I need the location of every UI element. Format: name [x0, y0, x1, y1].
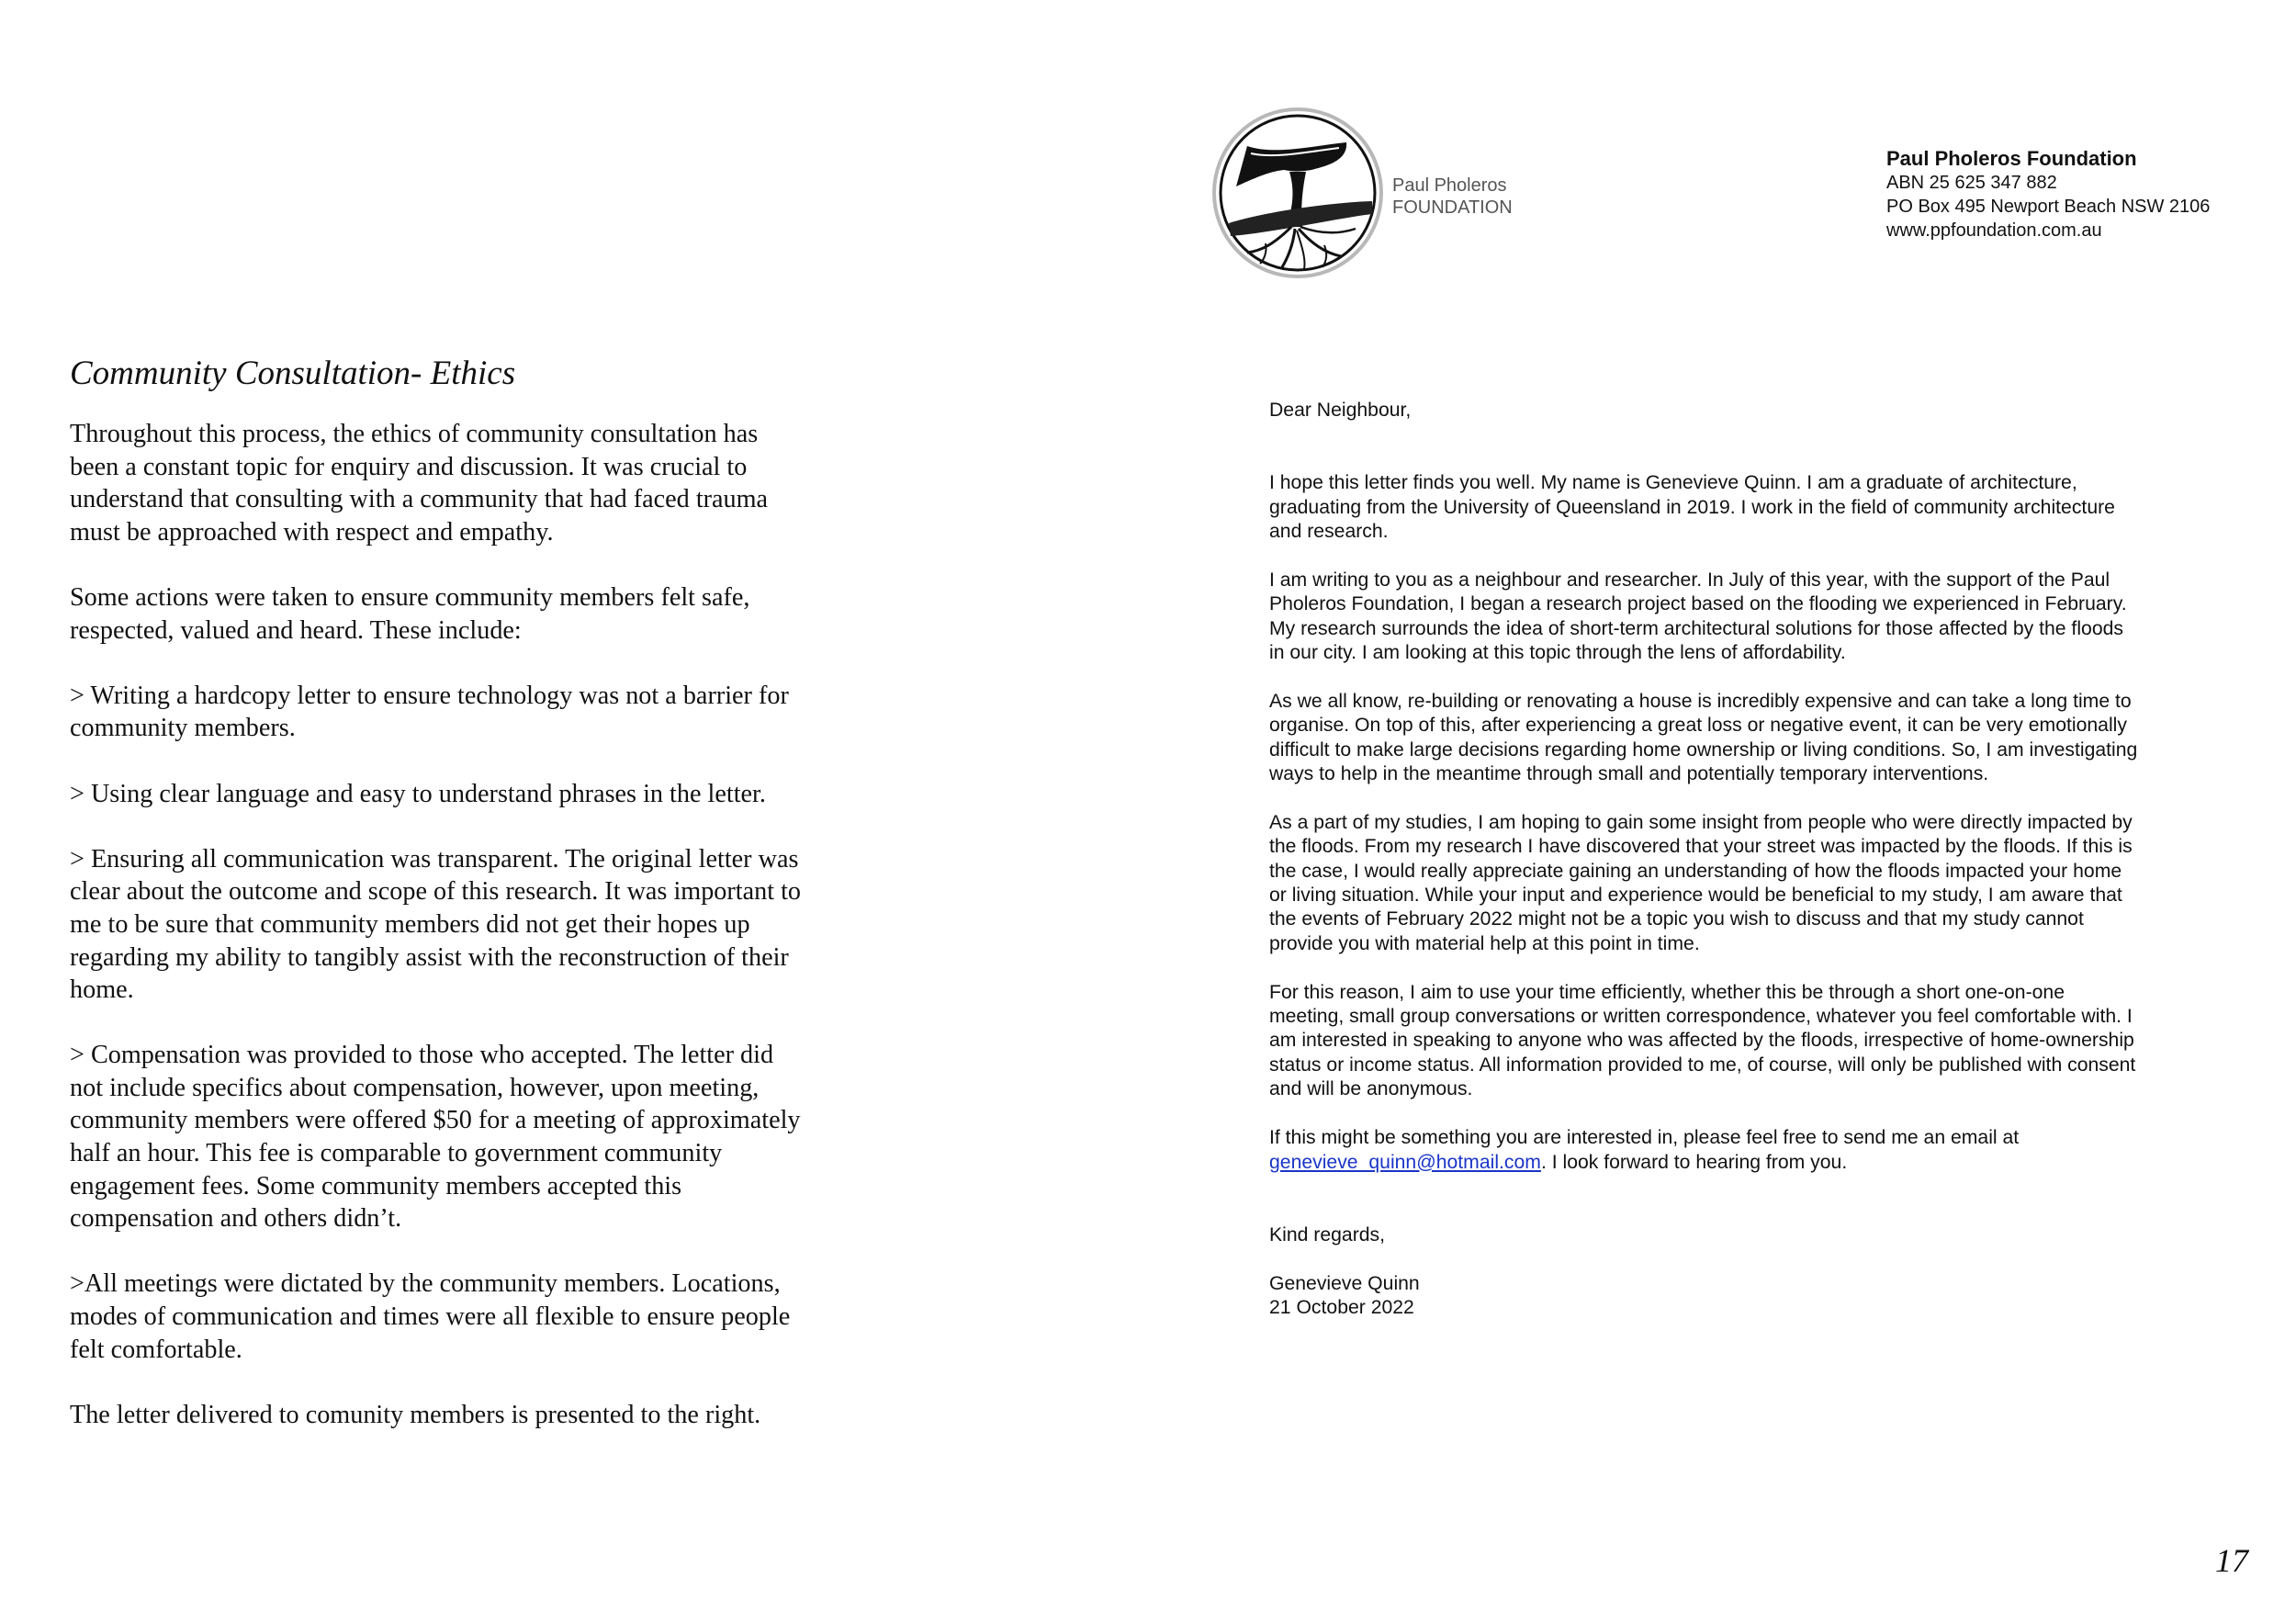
ethics-paragraph: Some actions were taken to ensure community members felt safe, respected, valued and heard. These include: [70, 582, 750, 645]
tree-roots-circle-icon [1210, 106, 1403, 280]
letter-paragraph: For this reason, I aim to use your time efficiently, whether this be through a short one-on-one meeting, small group conversations or written correspondence, whatever you feel comfortable with. I am interested in speaking to anyone who was affected by the floods, irrespective of home-ownership status or income status. All information provided to me, of course, will only be published with consent and will be anonymous. [1269, 981, 2136, 1100]
ethics-bullet: > Using clear language and easy to understand phrases in the letter. [70, 779, 766, 808]
section-heading: Community Consultation- Ethics [70, 355, 516, 392]
foundation-logo [1210, 106, 1403, 280]
closing-text-before: If this might be something you are interested in, please feel free to send me an email at [1269, 1127, 2020, 1149]
ethics-section [70, 354, 805, 1464]
letter-signer-name: Genevieve Quinn [1269, 1272, 1420, 1294]
org-name: Paul Pholeros Foundation [1886, 147, 2137, 170]
letter-paragraph: As a part of my studies, I am hoping to gain some insight from people who were directly impacted by the floods. From my research I have discovered that your street was impacted by the floods. If this is the case, I would really appreciate gaining an understanding of how the floods impacted your home or living situation. While your input and experience would be beneficial to my study, I am aware that the events of February 2022 might not be a topic you wish to discuss and that my study cannot provide you with material help at this point in time. [1269, 811, 2133, 954]
org-address: PO Box 495 Newport Beach NSW 2106 [1886, 197, 2211, 217]
logo-text [1392, 175, 1513, 219]
ethics-bullet: > Writing a hardcopy letter to ensure technology was not a barrier for community members. [70, 681, 789, 743]
logo-line-1: Paul Pholeros [1392, 175, 1507, 196]
letter-paragraph: As we all know, re-building or renovating a house is incredibly expensive and can take a long time to organise. On top of this, after experiencing a great loss or negative event, it can be very emotionally difficult to make large decisions regarding home ownership or living conditions. So, I am investigating ways to help in the meantime through small and potentially temporary interventions. [1269, 690, 2138, 785]
org-abn: ABN 25 625 347 882 [1886, 173, 2057, 193]
closing-text-after: . I look forward to hearing from you. [1540, 1151, 1848, 1173]
org-website: www.ppfoundation.com.au [1886, 220, 2102, 241]
letter-paragraph: I am writing to you as a neighbour and researcher. In July of this year, with the support of the Paul Pholeros Foundation, I began a research project based on the flooding we experienced in February. My research surrounds the idea of short-term architectural solutions for those affected by the floods in our city. I am looking at this topic through the lens of affordability. [1269, 569, 2127, 664]
letter-date: 21 October 2022 [1269, 1296, 1414, 1318]
letter [1269, 399, 2142, 1320]
ethics-bullet: > Ensuring all communication was transparent. The original letter was clear about the outcome and scope of this research. It was important to me to be sure that community members did not get their hopes up regarding my ability to tangibly assist with the reconstruction of their home. [70, 844, 802, 1005]
email-link[interactable]: genevieve_quinn@hotmail.com [1269, 1151, 1541, 1173]
letter-closing-paragraph [1269, 1126, 2142, 1175]
letter-greeting: Dear Neighbour, [1269, 400, 1412, 421]
organisation-details [1886, 147, 2210, 242]
ethics-bullet: >All meetings were dictated by the community members. Locations, modes of communication and times were all flexible to ensure people felt comfortable. [70, 1269, 791, 1364]
letter-signoff: Kind regards, [1269, 1223, 1386, 1245]
ethics-paragraph: The letter delivered to comunity members is presented to the right. [70, 1400, 761, 1429]
ethics-paragraph: Throughout this process, the ethics of community consultation has been a constant topic for enquiry and discussion. It was crucial to understand that consulting with a community that had faced trauma must be approached with respect and empathy. [70, 420, 769, 547]
letter-paragraph: I hope this letter finds you well. My name is Genevieve Quinn. I am a graduate of architecture, graduating from the University of Queensland in 2019. I work in the field of community architecture and research. [1269, 472, 2115, 543]
ethics-bullet: > Compensation was provided to those who accepted. The letter did not include specifics about compensation, however, upon meeting, community members were offered $50 for a meeting of approximately half an hour. This fee is comparable to government community engagement fees. Some community members accepted this compensation and others didn’t. [70, 1041, 801, 1234]
logo-line-2: FOUNDATION [1392, 197, 1513, 218]
page-number: 17 [2215, 1542, 2248, 1579]
